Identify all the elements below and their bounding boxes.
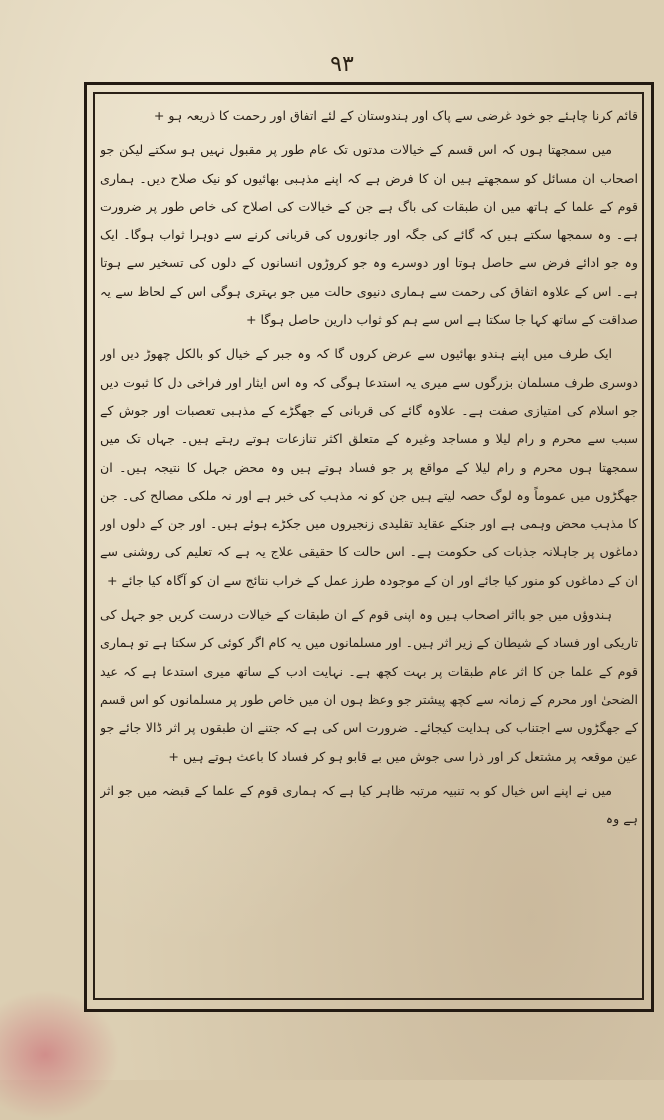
paragraph-4: ہندوؤں میں جو بااثر اصحاب ہیں وہ اپنی قوم کے ان طبقات کے خیالات درست کریں جو جہل کی تاریکی اور فساد کے شیطان کے زیر اثر ہیں۔ اور مسلمانوں میں یہ کام اگر کوئی کر سکتا ہے تو ہماری قوم کے علما جن کا اثر عام طبقات پر بہت کچھ ہے۔ نہایت ادب کے ساتھ میری استدعا ہے کہ عید الضحیٰ اور محرم کے زمانہ سے کچھ پیشتر جو وعظ ہوں ان میں خاص طور پر مسلمانوں کو اس قسم کے جھگڑوں سے اجتناب کی ہدایت کیجائے۔ ضرورت اس کی ہے کہ جتنے ان طبقوں پر اثر ڈالا جائے جو عین موقعہ پر مشتعل کر اور ذرا سی جوش میں بے قابو ہو کر فساد کا باعث ہوتے ہیں + <box>100 607 638 764</box>
paragraph-5: میں نے اپنے اس خیال کو بہ تنبیہ مرتبہ ظاہر کیا ہے کہ ہماری قوم کے علما کے قبضہ میں جو اثر ہے وہ <box>100 782 638 827</box>
paragraph-2: میں سمجھتا ہوں کہ اس قسم کے خیالات مدتوں تک عام طور پر مقبول نہیں ہو سکتے لیکن جو اصحاب ان مسائل کو سمجھتے ہیں ان کا فرض ہے کہ اپنے مذہبی بھائیوں کو نیک صلاح دیں۔ ہماری قوم کے علما کے ہاتھ میں ان طبقات کی باگ ہے جن کے خیالات کی اصلاح کی خاص طور پر ضرورت ہے۔ وہ سمجھا سکتے ہیں کہ گائے کی جگہ اور جانوروں کی قربانی کرنے سے دوہرا ثواب ہوگا۔ ایک وہ جو ادائے فرض سے حاصل ہوتا اور دوسرے وہ جو کروڑوں انسانوں کے دلوں کی تسخیر سے ہوتا ہے۔ اس کے علاوہ اتفاق کی رحمت سے ہماری دنیوی حالت میں جو بہتری ہوگی اس کے لحاظ سے یہ صداقت کے ساتھ کہا جا سکتا ہے اس سے ہم کو ثواب دارین حاصل ہوگا + <box>100 142 638 328</box>
body-text <box>100 102 638 992</box>
paragraph-1: قائم کرنا چاہئے جو خود غرضی سے پاک اور ہندوستان کے لئے اتفاق اور رحمت کا ذریعہ ہو + <box>153 108 638 123</box>
paragraph-3: ایک طرف میں اپنے ہندو بھائیوں سے عرض کروں گا کہ وہ جبر کے خیال کو بالکل چھوڑ دیں اور دوسری طرف مسلمان بزرگوں سے میری یہ استدعا ہوگی کہ وہ اس ایثار اور فراخی دل کا ثبوت دیں جو اسلام کی امتیازی صفت ہے۔ علاوہ گائے کی قربانی کے جھگڑے کے مذہبی تعصبات اور جوش کے سبب سے محرم و رام لیلا و مساجد وغیرہ کے متعلق اکثر تنازعات ہوتے رہتے ہیں۔ جہاں تک میں سمجھتا ہوں محرم و رام لیلا کے مواقع پر جو فساد ہوتے ہیں وہ محض جہل کا نتیجہ ہیں۔ ان جھگڑوں میں عموماً وہ لوگ حصہ لیتے ہیں جن کو نہ مذہب کی خبر ہے اور نہ ملکی مصالح کی۔ جن کا مذہب محض وہمی ہے اور جنکے عقاید تقلیدی زنجیروں میں جکڑے ہوئے ہیں۔ اور جن کے دلوں اور دماغوں پر جاہلانہ جذبات کی حکومت ہے۔ اس حالت کا حقیقی علاج یہ ہے کہ تعلیم کی روشنی سے ان کے دماغوں کو منور کیا جائے اور ان کے موجودہ طرز عمل کے خراب نتائج سے ان کو آگاہ کیا جائے + <box>100 346 638 588</box>
page-number: ۹۳ <box>330 52 354 77</box>
